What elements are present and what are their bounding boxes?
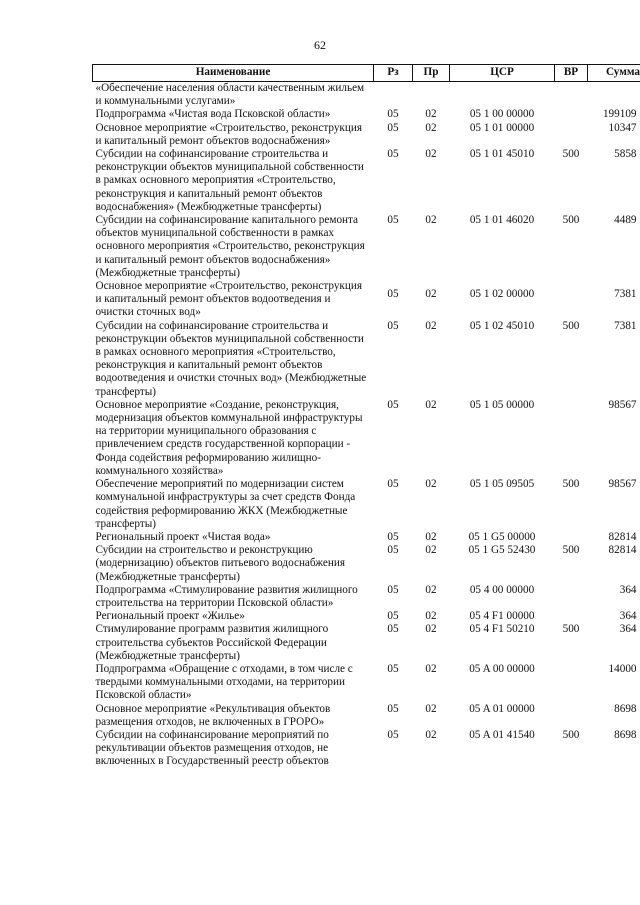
cell-csr: 05 1 01 45010 [469, 148, 535, 161]
cell-sum [588, 82, 640, 109]
cell-rz: 05 [387, 108, 399, 121]
table-row [93, 399, 640, 478]
cell-name: Субсидии на софинансирование строительства и реконструкции объектов муниципальной собственности в рамках основного мероприятия «Строительство, реконструкция и капитальный ремонт объектов водоотведения и очистки сточных вод» (Межбюджетные трансферты) [95, 319, 367, 398]
cell-pr: 02 [425, 121, 437, 134]
cell-rz: 05 [387, 214, 399, 227]
header-rz: Рз [374, 65, 413, 82]
cell-rz: 05 [387, 148, 399, 161]
cell-name: Региональный проект «Чистая вода» [95, 530, 271, 543]
cell-rz: 05 [387, 398, 399, 411]
cell-sum: 364 [619, 610, 637, 623]
cell-pr: 02 [425, 148, 437, 161]
cell-sum: 98567 [608, 398, 637, 411]
header-sum: Сумма [588, 65, 640, 82]
cell-csr: 05 1 01 00000 [469, 121, 535, 134]
cell-pr: 02 [425, 623, 437, 636]
cell-pr: 02 [425, 662, 437, 675]
cell-sum: 364 [619, 583, 637, 596]
cell-pr [413, 82, 450, 109]
cell-name: Подпрограмма «Стимулирование развития жилищного строительства на территории Псковской области» [95, 583, 358, 609]
cell-sum: 82814 [608, 530, 637, 543]
cell-rz: 05 [387, 623, 399, 636]
table-row [93, 610, 640, 623]
cell-sum: 5858 [614, 148, 637, 161]
cell-csr [450, 82, 555, 109]
cell-csr: 05 4 F1 50210 [469, 623, 535, 636]
cell-name: Подпрограмма «Чистая вода Псковской области» [95, 108, 331, 121]
cell-name: Стимулирование программ развития жилищного строительства субъектов Российской Федерации (Межбюджетные трансферты) [95, 623, 329, 662]
cell-csr: 05 4 F1 00000 [469, 610, 535, 623]
cell-sum: 82814 [608, 544, 637, 557]
table-row [93, 623, 640, 663]
table-body [93, 82, 640, 769]
cell-vr [555, 280, 588, 320]
table-row [93, 280, 640, 320]
cell-vr [555, 610, 588, 623]
cell-rz: 05 [387, 288, 399, 301]
cell-rz: 05 [387, 478, 399, 491]
cell-rz: 05 [387, 610, 399, 623]
cell-pr: 02 [425, 214, 437, 227]
cell-name: Обеспечение мероприятий по модернизации систем коммунальной инфраструктуры за счет средств Фонда содействия реформированию ЖКХ (Межбюджетные трансферты) [95, 478, 356, 530]
header-csr: ЦСР [450, 65, 555, 82]
cell-rz: 05 [387, 702, 399, 715]
cell-vr [555, 399, 588, 478]
cell-rz: 05 [387, 121, 399, 134]
budget-table [92, 64, 640, 769]
cell-name: Региональный проект «Жилье» [95, 610, 245, 623]
cell-name: «Обеспечение населения области качественным жильем и коммунальными услугами» [95, 82, 365, 108]
table-row [93, 584, 640, 610]
cell-vr: 500 [562, 728, 580, 741]
cell-csr: 05 A 01 00000 [469, 702, 535, 715]
table-row [93, 663, 640, 703]
table-row [93, 544, 640, 584]
cell-pr: 02 [425, 398, 437, 411]
header-name: Наименование [93, 65, 374, 82]
cell-sum: 8698 [614, 702, 637, 715]
cell-vr: 500 [562, 319, 580, 332]
cell-name: Субсидии на софинансирование строительства и реконструкции объектов муниципальной собственности в рамках основного мероприятия «Строительство, реконструкция и капитальный ремонт объектов водоснабжения» (Межбюджетные трансферты) [95, 148, 364, 213]
cell-sum: 14000 [608, 662, 637, 675]
table-row [93, 108, 640, 121]
table-row [93, 214, 640, 280]
cell-rz: 05 [387, 544, 399, 557]
cell-pr: 02 [425, 702, 437, 715]
cell-vr [555, 531, 588, 544]
cell-csr: 05 4 00 00000 [469, 583, 535, 596]
cell-name: Основное мероприятие «Строительство, реконструкция и капитальный ремонт объектов водоотведения и очистки сточных вод» [95, 280, 362, 319]
cell-rz: 05 [387, 319, 399, 332]
cell-sum: 199109 [602, 108, 637, 121]
cell-pr: 02 [425, 478, 437, 491]
cell-vr [555, 703, 588, 729]
cell-vr [555, 108, 588, 121]
cell-rz [374, 82, 413, 109]
table-row [93, 531, 640, 544]
cell-csr: 05 1 05 00000 [469, 398, 535, 411]
cell-sum: 7381 [614, 288, 637, 301]
cell-pr: 02 [425, 544, 437, 557]
cell-name: Основное мероприятие «Строительство, реконструкция и капитальный ремонт объектов водоснабжения» [95, 121, 362, 147]
table-row [93, 82, 640, 109]
cell-pr: 02 [425, 108, 437, 121]
cell-csr: 05 1 02 45010 [469, 319, 535, 332]
table-row [93, 703, 640, 729]
page-number: 62 [314, 38, 326, 52]
cell-sum: 364 [619, 623, 637, 636]
cell-name: Субсидии на строительство и реконструкцию (модернизацию) объектов питьевого водоснабжения (Межбюджетные трансферты) [95, 544, 345, 583]
cell-csr: 05 1 G5 52430 [468, 544, 536, 557]
cell-pr: 02 [425, 610, 437, 623]
cell-pr: 02 [425, 288, 437, 301]
cell-csr: 05 1 01 46020 [469, 214, 535, 227]
cell-vr: 500 [562, 544, 580, 557]
cell-pr: 02 [425, 530, 437, 543]
cell-name: Подпрограмма «Обращение с отходами, в том числе с твердыми коммунальными отходами, на территории Псковской области» [95, 662, 353, 702]
cell-pr: 02 [425, 583, 437, 596]
table-row [93, 478, 640, 531]
table-row [93, 148, 640, 214]
cell-vr: 500 [562, 148, 580, 161]
cell-pr: 02 [425, 319, 437, 332]
cell-name: Основное мероприятие «Рекультивация объектов размещения отходов, не включенных в ГРОРО» [95, 702, 331, 728]
cell-csr: 05 A 00 00000 [469, 662, 535, 675]
cell-csr: 05 1 00 00000 [469, 108, 535, 121]
cell-csr: 05 1 G5 00000 [468, 530, 536, 543]
cell-vr: 500 [562, 478, 580, 491]
cell-sum: 7381 [614, 319, 637, 332]
cell-csr: 05 1 02 00000 [469, 288, 535, 301]
cell-sum: 10347 [608, 121, 637, 134]
header-vr: ВР [555, 65, 588, 82]
table-row [93, 122, 640, 148]
cell-sum: 98567 [608, 478, 637, 491]
cell-name: Субсидии на софинансирование мероприятий по рекультивации объектов размещения отходов, не включенных в Государственный реестр объектов [95, 728, 329, 768]
cell-vr: 500 [562, 214, 580, 227]
cell-sum: 4489 [614, 214, 637, 227]
cell-rz: 05 [387, 728, 399, 741]
table-row [93, 729, 640, 769]
cell-rz: 05 [387, 583, 399, 596]
cell-rz: 05 [387, 530, 399, 543]
header-pr: Пр [413, 65, 450, 82]
cell-name: Основное мероприятие «Создание, реконструкция, модернизация объектов коммунальной инфраструктуры на территории муниципального образования с привлечением средств государственной корпорации - Фонда содействия реформированию жилищно-коммунального хозяйства» [95, 398, 363, 477]
table-row [93, 320, 640, 399]
cell-vr [555, 584, 588, 610]
cell-vr [555, 663, 588, 703]
cell-csr: 05 A 01 41540 [469, 728, 535, 741]
cell-vr [555, 82, 588, 109]
cell-vr: 500 [562, 623, 580, 636]
cell-name: Субсидии на софинансирование капитального ремонта объектов муниципальной собственности в рамках основного мероприятия «Строительство, реконструкция и капитальный ремонт объектов водоснабжения» (Межбюджетные трансферты) [95, 214, 365, 279]
cell-pr: 02 [425, 728, 437, 741]
cell-rz: 05 [387, 662, 399, 675]
cell-sum: 8698 [614, 728, 637, 741]
table-header [93, 65, 640, 82]
cell-csr: 05 1 05 09505 [469, 478, 535, 491]
cell-vr [555, 122, 588, 148]
